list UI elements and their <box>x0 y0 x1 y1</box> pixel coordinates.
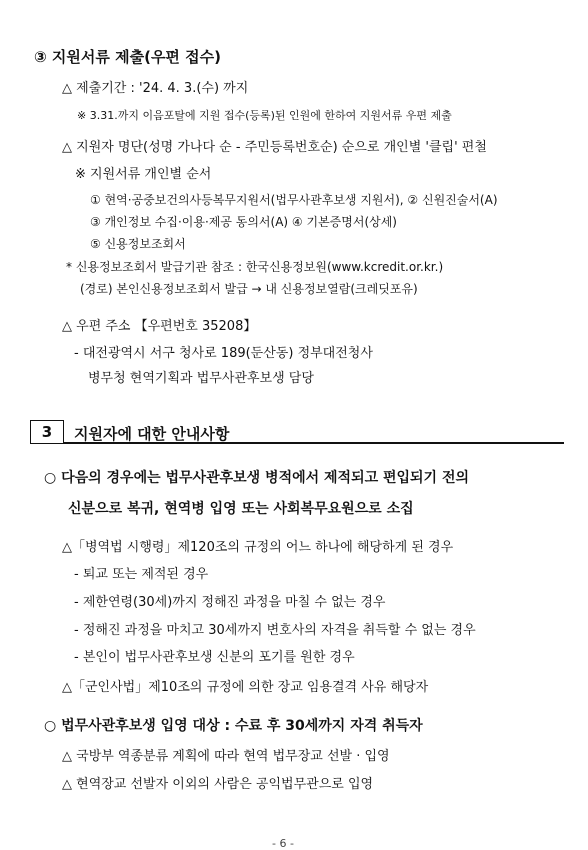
credit-info-reference: * 신용정보조회서 발급기관 참조 : 한국신용정보원(www.kcredit.or.kr.) <box>66 260 444 274</box>
enforcement-decree-clause: △「병역법 시행령」제120조의 규정의 어느 하나에 해당하게 된 경우 <box>62 540 454 555</box>
clause-item: - 퇴교 또는 제적된 경우 <box>74 567 209 582</box>
page-number: - 6 - <box>272 837 294 850</box>
guide-paragraph-1-cont: 신분으로 복귀, 현역병 입영 또는 사회복무요원으로 소집 <box>68 501 414 517</box>
mail-address-heading: △ 우편 주소 【우편번호 35208】 <box>62 319 257 334</box>
section-header <box>30 420 560 446</box>
guide-paragraph-1: ○ 다음의 경우에는 법무사관후보생 병적에서 제적되고 편입되기 전의 <box>44 470 470 486</box>
address-line: - 대전광역시 서구 청사로 189(둔산동) 정부대전청사 <box>74 346 373 361</box>
clause-item: - 본인이 법무사관후보생 신분의 포기를 원한 경우 <box>74 650 355 665</box>
section-number: 3 <box>30 420 64 444</box>
clause-item: - 정해진 과정을 마치고 30세까지 변호사의 자격을 취득할 수 없는 경우 <box>74 623 476 638</box>
document-item: ① 현역·공중보건의사등복무지원서(법무사관후보생 지원서), ② 신원진술서(A) <box>90 193 498 207</box>
clause-item: - 제한연령(30세)까지 정해진 과정을 마칠 수 없는 경우 <box>74 595 386 610</box>
section-underline <box>64 442 564 444</box>
military-personnel-act-clause: △「군인사법」제10조의 규정에 의한 장교 임용결격 사유 해당자 <box>62 680 429 695</box>
document-item: ⑤ 신용정보조회서 <box>90 237 186 251</box>
submission-deadline: △ 제출기간 : '24. 4. 3.(수) 까지 <box>62 81 249 96</box>
document-item: ③ 개인정보 수집·이용·제공 동의서(A) ④ 기본증명서(상세) <box>90 215 397 229</box>
guide-paragraph-2: ○ 법무사관후보생 입영 대상 : 수료 후 30세까지 자격 취득자 <box>44 718 423 734</box>
document-order-title: ※ 지원서류 개인별 순서 <box>75 167 212 182</box>
address-line: 병무청 현역기획과 법무사관후보생 담당 <box>88 371 314 386</box>
section-title: 지원자에 대한 안내사항 <box>74 425 230 443</box>
guide-item: △ 현역장교 선발자 이외의 사람은 공익법무관으로 입영 <box>62 777 374 792</box>
deadline-note: ※ 3.31.까지 이음포탈에 지원 접수(등록)된 인원에 한하여 지원서류 우편 제출 <box>77 109 452 122</box>
filing-order: △ 지원자 명단(성명 가나다 순 - 주민등록번호순) 순으로 개인별 '클립' 편철 <box>62 140 487 155</box>
credit-info-path: (경로) 본인신용정보조회서 발급 → 내 신용정보열람(크레딧포유) <box>80 282 418 296</box>
guide-item: △ 국방부 역종분류 계획에 따라 현역 법무장교 선발 · 입영 <box>62 749 390 764</box>
subsection-heading: ③ 지원서류 제출(우편 접수) <box>34 48 221 66</box>
